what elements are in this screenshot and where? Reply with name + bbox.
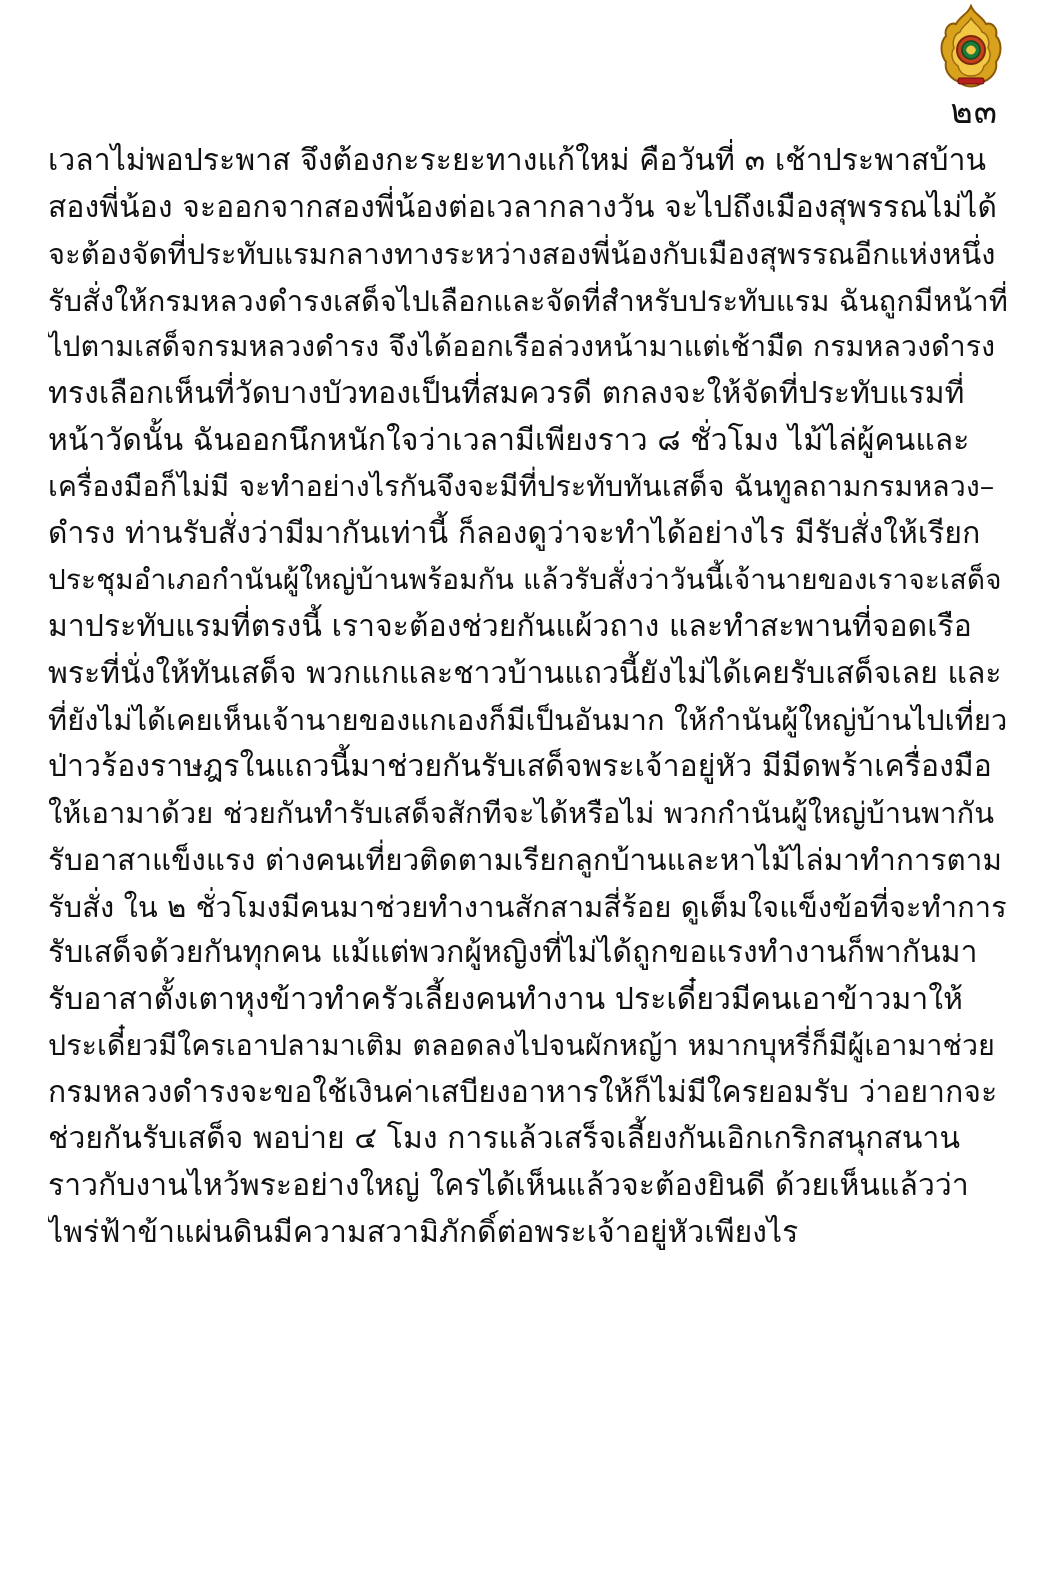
text-line: พระที่นั่งให้ทันเสด็จ พวกแกและชาวบ้านแถวนี้ยังไม่ได้เคยรับเสด็จเลย และ bbox=[48, 655, 1002, 691]
text-line: ที่ยังไม่ได้เคยเห็นเจ้านายของแกเองก็มีเป็นอันมาก ให้กำนันผู้ใหญ่บ้านไปเที่ยว bbox=[48, 703, 1008, 738]
body-text bbox=[48, 138, 1008, 1256]
text-line: ดำรง ท่านรับสั่งว่ามีมากันเท่านี้ ก็ลองดูว่าจะทำได้อย่างไร มีรับสั่งให้เรียก bbox=[48, 515, 981, 551]
text-line: หน้าวัดนั้น ฉันออกนึกหนักใจว่าเวลามีเพียงราว ๘ ชั่วโมง ไม้ไล่ผู้คนและ bbox=[48, 422, 970, 458]
text-line: ประชุมอำเภอกำนันผู้ใหญ่บ้านพร้อมกัน แล้วรับสั่งว่าวันนี้เจ้านายของเราจะเสด็จ bbox=[48, 563, 1002, 597]
text-line: ให้เอามาด้วย ช่วยกันทำรับเสด็จสักทีจะได้หรือไม่ พวกกำนันผู้ใหญ่บ้านพากัน bbox=[48, 796, 995, 831]
text-line: รับสั่ง ใน ๒ ชั่วโมงมีคนมาช่วยทำงานสักสามสี่ร้อย ดูเต็มใจแข็งข้อที่จะทำการ bbox=[48, 889, 1007, 924]
school-crest-emblem-icon bbox=[938, 4, 1004, 90]
text-line: ราวกับงานไหว้พระอย่างใหญ่ ใครได้เห็นแล้วจะต้องยินดี ด้วยเห็นแล้วว่า bbox=[48, 1168, 969, 1204]
text-line: ทรงเลือกเห็นที่วัดบางบัวทองเป็นที่สมควรดี ตกลงจะให้จัดที่ประทับแรมที่ bbox=[48, 375, 965, 411]
text-line: ไพร่ฟ้าข้าแผ่นดินมีความสวามิภักดิ์ต่อพระเจ้าอยู่หัวเพียงไร bbox=[48, 1214, 799, 1250]
text-line: มาประทับแรมที่ตรงนี้ เราจะต้องช่วยกันแผ้วถาง และทำสะพานที่จอดเรือ bbox=[48, 608, 972, 644]
text-line: รับเสด็จด้วยกันทุกคน แม้แต่พวกผู้หญิงที่ไม่ได้ถูกขอแรงทำงานก็พากันมา bbox=[48, 935, 978, 971]
text-line: เครื่องมือก็ไม่มี จะทำอย่างไรกันจึงจะมีที่ประทับทันเสด็จ ฉันทูลถามกรมหลวง– bbox=[48, 470, 995, 504]
text-line: สองพี่น้อง จะออกจากสองพี่น้องต่อเวลากลางวัน จะไปถึงเมืองสุพรรณไม่ได้ bbox=[48, 189, 998, 225]
text-line: ประเดี๋ยวมีใครเอาปลามาเติม ตลอดลงไปจนผักหญ้า หมากบุหรี่ก็มีผู้เอามาช่วย bbox=[48, 1029, 995, 1063]
text-line: รับอาสาแข็งแรง ต่างคนเที่ยวติดตามเรียกลูกบ้านและหาไม้ไล่มาทำการตาม bbox=[48, 842, 1003, 877]
text-line: จะต้องจัดที่ประทับแรมกลางทางระหว่างสองพี่น้องกับเมืองสุพรรณอีกแห่งหนึ่ง bbox=[48, 237, 996, 272]
text-line: รับสั่งให้กรมหลวงดำรงเสด็จไปเลือกและจัดที่สำหรับประทับแรม ฉันถูกมีหน้าที่ bbox=[48, 283, 1008, 318]
text-line: รับอาสาตั้งเตาหุงข้าวทำครัวเลี้ยงคนทำงาน ประเดี๋ยวมีคนเอาข้าวมาให้ bbox=[48, 981, 964, 1017]
text-line: เวลาไม่พอประพาส จึงต้องกะระยะทางแก้ใหม่ คือวันที่ ๓ เช้าประพาสบ้าน bbox=[48, 143, 987, 178]
page-number: ๒๓ bbox=[950, 92, 998, 132]
text-line: ช่วยกันรับเสด็จ พอบ่าย ๔ โมง การแล้วเสร็จเลี้ยงกันเอิกเกริกสนุกสนาน bbox=[48, 1121, 961, 1157]
text-line: กรมหลวงดำรงจะขอใช้เงินค่าเสบียงอาหารให้ก็ไม่มีใครยอมรับ ว่าอยากจะ bbox=[48, 1074, 998, 1110]
text-line: ป่าวร้องราษฎรในแถวนี้มาช่วยกันรับเสด็จพระเจ้าอยู่หัว มีมีดพร้าเครื่องมือ bbox=[48, 748, 992, 784]
text-line: ไปตามเสด็จกรมหลวงดำรง จึงได้ออกเรือล่วงหน้ามาแต่เช้ามืด กรมหลวงดำรง bbox=[48, 330, 996, 364]
